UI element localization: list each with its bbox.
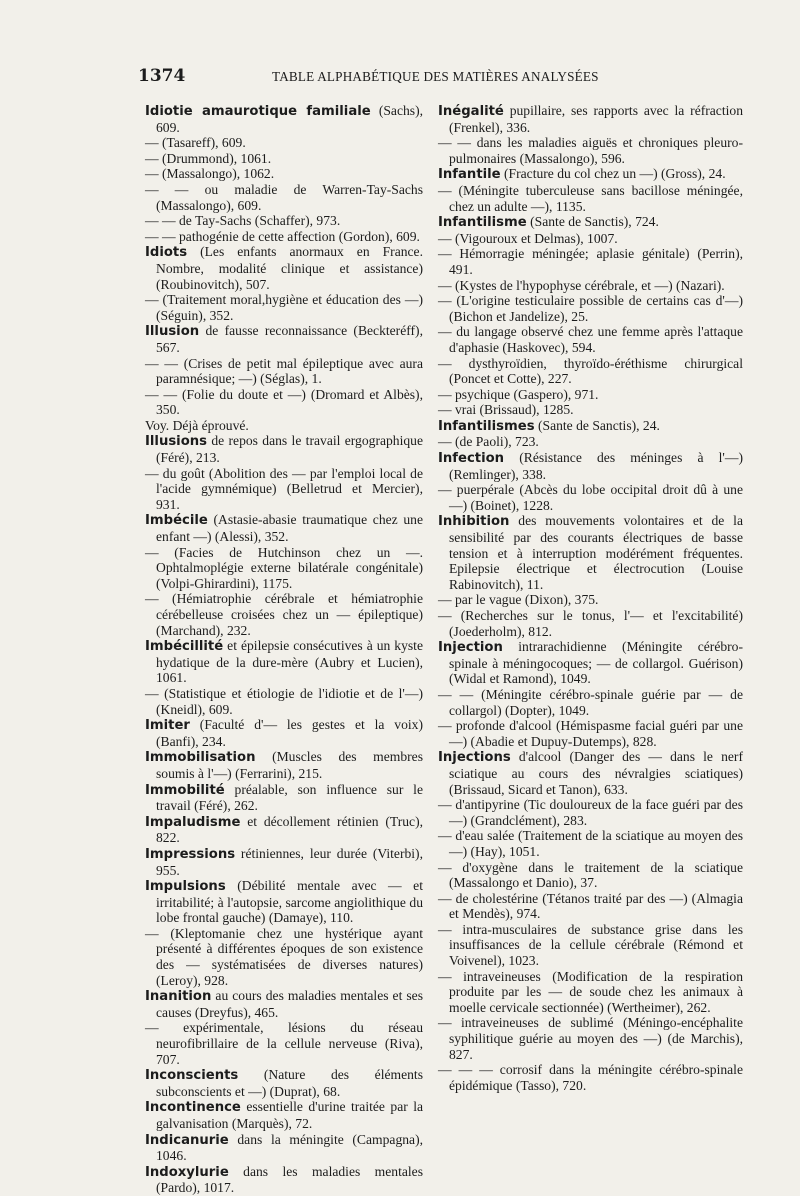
index-entry-text: — d'oxygène dans le traitement de la sciatique (Massalongo et Danio), 37. [438,859,743,891]
index-entry-text: — (Kleptomanie chez une hystérique ayant présenté à différentes époques de son existence des — systématisées de diverses natures) (Leroy), 928. [145,925,423,988]
index-term: Inconscients [145,1068,239,1084]
index-entry-text: — vrai (Brissaud), 1285. [438,402,574,418]
index-entry [438,639,743,687]
index-entry-text: — profonde d'alcool (Hémispasme facial guéri par une —) (Abadie et Dupuy-Dutemps), 828. [438,718,743,749]
index-entry [438,828,743,859]
index-entry [438,135,743,166]
index-entry-text: — par le vague (Dixon), 375. [438,592,599,608]
index-entry-text: — — (Crises de petit mal épileptique avec aura paramnésique; —) (Séglas), 1. [145,355,423,387]
index-entry [145,1132,423,1164]
index-term: Imbécillité [145,639,224,655]
index-entry-text: — — dans les maladies aiguës et chroniques pleuro-pulmonaires (Massalongo), 596. [438,135,743,166]
index-entry [145,418,423,434]
index-entry-text: pupillaire, ses rapports avec la réfraction (Frenkel), 336. [449,103,743,135]
index-entry-text: (Sante de Sanctis), 24. [537,417,660,433]
index-term: Imiter [145,718,190,734]
index-entry [145,1099,423,1131]
index-entry-text: — intraveineuses (Modification de la respiration produite par les — de soude chez les animaux à moelle cervicale sectionnée) (Wertheimer), 262. [438,968,743,1015]
index-entry [438,749,743,797]
index-entry-text: d'alcool (Danger des — dans le nerf sciatique au cours des névralgies sciatiques) (Brissaud, Sicard et Tanon), 633. [449,749,743,797]
index-term: Impressions [145,846,236,862]
index-entry-text: Voy. Déjà éprouvé. [145,417,249,433]
left-index-column [145,103,423,1196]
index-entry [438,482,743,513]
index-term: Idiotie amaurotique familiale [145,104,371,119]
index-entry [438,434,743,450]
index-entry [438,356,743,387]
index-entry-text: des mouvements volontaires et de la sensibilité par des courants électriques de basse tension et à interruption modérément fréquentes. Epilepsie électrique et électrocution (Louise Rabinovitch), 11. [449,513,743,592]
index-term: Illusion [145,324,200,340]
index-term: Indoxylurie [145,1164,229,1180]
index-entry [145,545,423,592]
index-term: Illusions [145,434,208,450]
page-header [138,66,658,88]
index-entry [145,356,423,387]
index-entry [145,323,423,355]
index-entry-text: essentielle d'urine traitée par la galvanisation (Marquès), 72. [156,1099,424,1131]
index-entry-text: — Hémorragie méningée; aplasie génitale) (Perrin), 491. [438,246,743,277]
index-entry [145,988,423,1020]
index-entry [438,1062,743,1093]
index-entry-text: — — (Méningite cérébro-spinale guérie par — de collargol) (Dopter), 1049. [438,686,743,718]
index-entry [438,324,743,355]
index-entry-text: — — (Folie du doute et —) (Dromard et Albès), 350. [145,386,423,418]
index-term: Immobilité [145,782,225,798]
index-entry [438,513,743,592]
index-term: Idiots [145,245,188,261]
index-entry [438,608,743,639]
index-term: Infantilismes [438,418,535,434]
index-entry-text: — psychique (Gaspero), 971. [438,386,599,402]
index-term: Impaludisme [145,814,241,830]
right-index-column [438,103,743,1093]
index-entry-text: au cours des maladies mentales et ses causes (Dreyfus), 465. [156,988,423,1020]
index-entry-text: intrarachidienne (Méningite cérébro-spinale à méningocoques; — de collargol. Guérison) (Widal et Ramond), 1049. [449,639,743,687]
index-entry [145,591,423,638]
index-entry [438,418,743,435]
index-entry-text: (Nature des éléments subconscients et —) (Duprat), 68. [156,1067,423,1099]
index-entry-text: — (Kystes de l'hypophyse cérébrale, et —) (Nazari). [438,277,725,293]
index-entry [145,926,423,988]
index-entry-text: — (Massalongo), 1062. [145,166,275,182]
index-entry-text: et décollement rétinien (Truc), 822. [156,813,423,846]
index-entry [145,466,423,513]
index-entry-text: — intraveineuses de sublimé (Méningo-encéphalite syphilitique guérie au moyen des —) (de Marchis), 827. [438,1015,743,1062]
index-entry [145,433,423,465]
index-term: Injection [438,640,503,656]
index-entry-text: — d'antipyrine (Tic douloureux de la face guéri par des —) (Grandclément), 283. [438,797,743,828]
index-entry-text: — (L'origine testiculaire possible de certains cas d'—) (Bichon et Jandelize), 25. [438,293,743,324]
index-entry [145,151,423,167]
index-entry [145,244,423,292]
index-entry-text: — (Méningite tuberculeuse sans bacillose méningée, chez un adulte —), 1135. [438,182,743,214]
index-entry-text: — (Traitement moral,hygiène et éducation des —) (Séguin), 352. [145,292,423,323]
index-entry [145,878,423,926]
index-entry-text: — d'eau salée (Traitement de la sciatique au moyen des —) (Hay), 1051. [438,828,743,859]
index-entry [145,387,423,418]
index-entry-text: — (Statistique et étiologie de l'idiotie et de l'—) (Kneidl), 609. [145,685,423,717]
index-term: Impulsions [145,879,226,895]
index-entry [145,814,423,846]
index-entry-text: et épilepsie consécutives à un kyste hydatique de la dure-mère (Aubry et Lucien), 1061. [156,638,423,686]
index-entry [145,135,423,151]
index-term: Inhibition [438,514,510,530]
index-term: Inanition [145,989,212,1005]
index-entry [145,782,423,814]
index-entry [145,749,423,781]
index-entry [438,402,743,418]
index-entry [438,891,743,922]
index-entry [438,214,743,231]
index-term: Infantilisme [438,215,527,231]
index-term: Incontinence [145,1100,241,1116]
index-entry [438,592,743,608]
index-entry [438,969,743,1016]
index-entry-text: dans la méningite (Campagna), 1046. [156,1131,423,1164]
index-entry [438,246,743,277]
index-entry-text: (Fracture du col chez un —) (Gross), 24. [504,166,726,182]
index-entry-text: — (Facies de Hutchinson chez un —. Ophtalmoplégie externe bilatérale congénitale) (Volpi-Ghirardini), 1175. [145,544,423,591]
index-entry [145,103,423,135]
index-term: Indicanurie [145,1132,229,1148]
index-entry-text: — du langage observé chez une femme après l'attaque d'aphasie (Haskovec), 594. [438,324,743,355]
index-entry [145,229,423,245]
index-term: Infection [438,451,505,467]
index-entry-text: (Faculté d'— les gestes et la voix) (Banfi), 234. [156,717,424,749]
index-entry-text: (Résistance des méninges à l'—) (Remlinger), 338. [449,450,743,482]
index-term: Infantile [438,167,501,183]
index-entry-text: préalable, son influence sur le travail (Féré), 262. [156,781,423,814]
index-entry [145,512,423,544]
index-entry [145,292,423,323]
index-entry-text: — de cholestérine (Tétanos traité par des —) (Almagia et Mendès), 974. [438,890,743,922]
index-term: Immobilisation [145,750,256,766]
index-entry [438,860,743,891]
index-entry [438,183,743,214]
index-entry [438,278,743,294]
index-entry-text: — (Hémiatrophie cérébrale et hémiatrophie cérébelleuse croisées chez un — épileptique) (Marchand), 232. [145,591,423,638]
index-entry [145,846,423,878]
index-entry-text: — du goût (Abolition des — par l'emploi local de l'acide gymnémique) (Belletrud et Mercier), 931. [145,465,423,512]
index-entry [438,293,743,324]
index-entry-text: (Sachs), 609. [156,103,423,135]
index-entry-text: — expérimentale, lésions du réseau neurofibrillaire de la cellule nerveuse (Riva), 707. [145,1020,423,1067]
index-entry [145,213,423,229]
index-entry-text: de repos dans le travail ergographique (Féré), 213. [156,433,424,466]
index-entry-text: — (Drummond), 1061. [145,150,272,166]
index-entry [145,182,423,213]
page-number: 1374 [138,66,186,86]
index-entry [438,922,743,969]
index-entry [145,166,423,182]
index-entry-text: (Sante de Sanctis), 724. [530,214,659,230]
index-entry [145,1164,423,1196]
index-entry-text: (Astasie-abasie traumatique chez une enfant —) (Alessi), 352. [156,512,423,545]
index-entry [438,797,743,828]
index-term: Imbécile [145,513,208,529]
index-entry-text: — — ou maladie de Warren-Tay-Sachs (Massalongo), 609. [145,181,423,213]
index-entry-text: de fausse reconnaissance (Beckteréff), 567. [156,323,423,355]
index-entry-text: dans les maladies mentales (Pardo), 1017. [156,1163,423,1196]
index-entry [438,166,743,183]
running-title: TABLE ALPHABÉTIQUE DES MATIÈRES ANALYSÉES [272,69,599,84]
index-entry [438,231,743,247]
index-entry-text: — (Vigouroux et Delmas), 1007. [438,230,618,246]
index-entry [438,687,743,718]
index-term: Inégalité [438,104,504,119]
index-entry-text: (Les enfants anormaux en France. Nombre, modalité clinique et assistance) (Roubinovitch), 507. [156,244,423,292]
index-entry [438,718,743,749]
index-term: Injections [438,750,511,766]
index-entry [145,1020,423,1067]
index-entry-text: — (de Paoli), 723. [438,434,539,450]
index-entry [438,1015,743,1062]
index-entry [438,450,743,482]
index-entry-text: — puerpérale (Abcès du lobe occipital droit dû à une —) (Boinet), 1228. [438,482,743,513]
index-entry-text: rétiniennes, leur durée (Viterbi), 955. [156,845,423,878]
index-entry-text: — (Tasareff), 609. [145,135,246,151]
index-entry-text: — — pathogénie de cette affection (Gordon), 609. [145,228,420,244]
index-entry [145,717,423,749]
index-entry-text: — — — corrosif dans la méningite cérébro-spinale épidémique (Tasso), 720. [438,1062,743,1093]
index-entry [145,638,423,686]
index-entry [145,686,423,717]
index-entry [145,1067,423,1099]
index-entry-text: — dysthyroïdien, thyroïdo-éréthisme chirurgical (Poncet et Cotte), 227. [438,355,743,387]
index-entry-text: (Muscles des membres soumis à l'—) (Ferrarini), 215. [156,749,423,781]
index-entry [438,103,743,135]
index-entry-text: — (Recherches sur le tonus, l'— et l'excitabilité) (Joederholm), 812. [438,608,743,639]
index-entry-text: (Débilité mentale avec — et irritabilité; à l'autopsie, sarcome angiolithique du lobe frontal gauche) (Damaye), 110. [156,878,423,926]
index-entry [438,387,743,403]
index-entry-text: — intra-musculaires de substance grise dans les insuffisances de la cellule cérébrale (Rémond et Voivenel), 1023. [438,921,743,969]
index-entry-text: — — de Tay-Sachs (Schaffer), 973. [145,213,341,229]
